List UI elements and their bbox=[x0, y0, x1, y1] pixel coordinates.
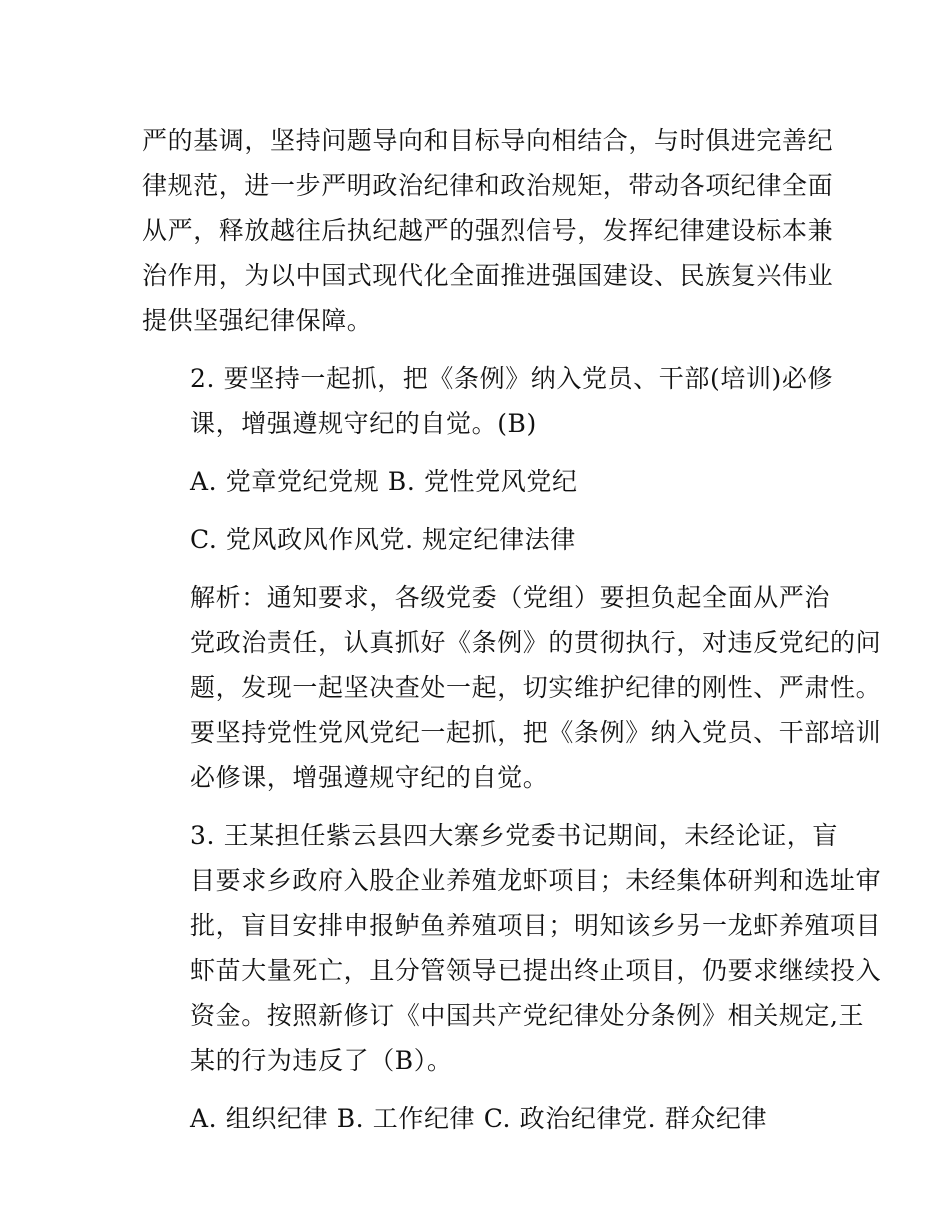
text-line: A. 党章党纪党规 B. 党性党风党纪 bbox=[190, 467, 578, 496]
question-2 bbox=[142, 356, 834, 446]
text-line: 批，盲目安排申报鲈鱼养殖项目；明知该乡另一龙虾养殖项目 bbox=[190, 911, 882, 940]
question-3 bbox=[142, 813, 882, 1083]
text-line: 要坚持党性党风党纪一起抓，把《条例》纳入党员、干部培训 bbox=[190, 718, 882, 747]
text-line: A. 组织纪律 B. 工作纪律 C. 政治纪律党. 群众纪律 bbox=[190, 1104, 768, 1133]
text-line: 题，发现一起坚决查处一起，切实维护纪律的刚性、严肃性。 bbox=[190, 673, 882, 702]
text-line: 提供坚强纪律保障。 bbox=[142, 306, 373, 335]
question-2-options-cd bbox=[142, 517, 810, 562]
text-line: 虾苗大量死亡，且分管领导已提出终止项目，仍要求继续投入 bbox=[190, 956, 882, 985]
text-line: 治作用，为以中国式现代化全面推进强国建设、民族复兴伟业 bbox=[142, 261, 834, 290]
text-line: C. 党风政风作风党. 规定纪律法律 bbox=[190, 525, 576, 554]
text-line: 资金。按照新修订《中国共产党纪律处分条例》相关规定,王 bbox=[190, 1001, 865, 1030]
text-line: 目要求乡政府入股企业养殖龙虾项目；未经集体研判和选址审 bbox=[190, 866, 882, 895]
text-line: 2. 要坚持一起抓，把《条例》纳入党员、干部(培训)必修 bbox=[190, 364, 834, 393]
text-line: 党政治责任，认真抓好《条例》的贯彻执行，对违反党纪的问 bbox=[190, 628, 882, 657]
question-2-options-ab bbox=[142, 459, 810, 504]
text-line: 某的行为违反了（B）。 bbox=[190, 1046, 453, 1075]
text-line: 从严，释放越往后执纪越严的强烈信号，发挥纪律建设标本兼 bbox=[142, 216, 834, 245]
document-page bbox=[142, 118, 882, 1154]
question-3-options bbox=[142, 1096, 810, 1141]
text-line: 必修课，增强遵规守纪的自觉。 bbox=[190, 763, 549, 792]
text-line: 3. 王某担任紫云县四大寨乡党委书记期间，未经论证，盲 bbox=[190, 821, 839, 850]
text-line: 严的基调，坚持问题导向和目标导向相结合，与时俱进完善纪 bbox=[142, 126, 834, 155]
text-line: 课，增强遵规守纪的自觉。(B) bbox=[190, 409, 537, 438]
text-line: 解析：通知要求，各级党委（党组）要担负起全面从严治 bbox=[190, 583, 831, 612]
paragraph-intro bbox=[142, 118, 834, 343]
question-2-analysis bbox=[142, 575, 882, 800]
text-line: 律规范，进一步严明政治纪律和政治规矩，带动各项纪律全面 bbox=[142, 171, 834, 200]
